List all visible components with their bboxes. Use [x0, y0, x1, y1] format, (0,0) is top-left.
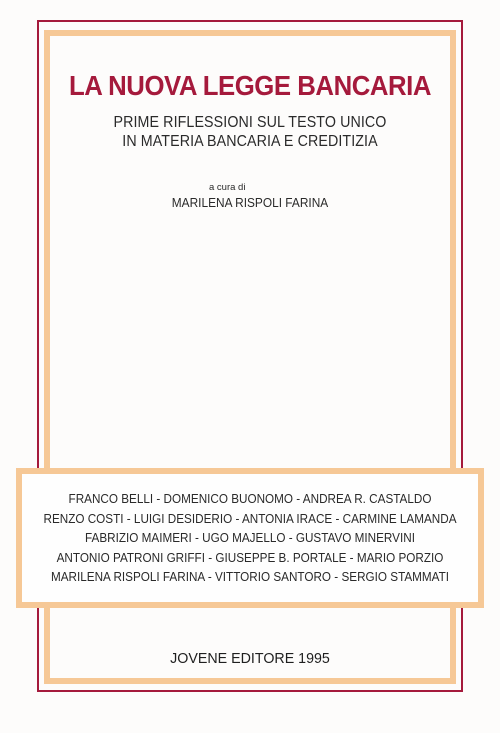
publisher-imprint: JOVENE EDITORE 1995 — [170, 650, 330, 667]
editor-name: MARILENA RISPOLI FARINA — [171, 196, 329, 210]
authors-line: ANTONIO PATRONI GRIFFI - GIUSEPPE B. PORTALE - MARIO PORZIO — [56, 550, 444, 565]
authors-line: FRANCO BELLI - DOMENICO BUONOMO - ANDREA R. CASTALDO — [68, 492, 432, 506]
book-title: LA NUOVA LEGGE BANCARIA — [69, 70, 431, 101]
authors-list — [22, 490, 478, 588]
authors-line: RENZO COSTI - LUIGI DESIDERIO - ANTONIA IRACE - CARMINE LAMANDA — [43, 511, 457, 526]
authors-line: FABRIZIO MAIMERI - UGO MAJELLO - GUSTAVO MINERVINI — [85, 531, 415, 546]
subtitle-line: PRIME RIFLESSIONI SUL TESTO UNICO — [113, 114, 387, 131]
authors-line: MARILENA RISPOLI FARINA - VITTORIO SANTORO - SERGIO STAMMATI — [50, 570, 450, 585]
subtitle-line: IN MATERIA BANCARIA E CREDITIZIA — [122, 133, 378, 150]
gold-frame-lower — [44, 600, 456, 684]
book-subtitle — [66, 113, 434, 151]
editor-label: a cura di — [209, 182, 246, 193]
